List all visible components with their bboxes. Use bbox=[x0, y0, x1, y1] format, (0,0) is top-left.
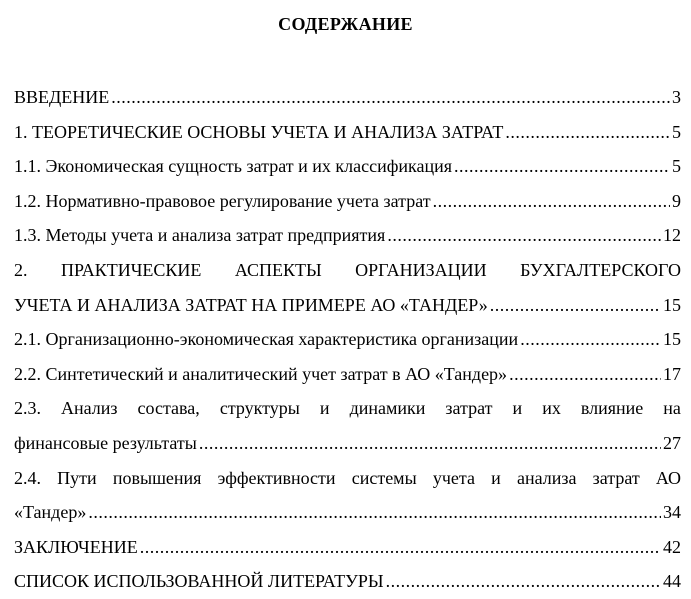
dot-leader bbox=[454, 149, 670, 184]
toc-entry-label: ВВЕДЕНИЕ bbox=[14, 87, 110, 107]
toc-entry-label: 1.3. Методы учета и анализа затрат предприятия bbox=[14, 225, 386, 246]
toc-line bbox=[14, 115, 681, 150]
toc-word: затрат bbox=[445, 398, 493, 419]
toc-word: 2. bbox=[14, 259, 28, 280]
toc-word: АО bbox=[655, 467, 681, 488]
toc-entry-label: 1.1. Экономическая сущность затрат и их классификация bbox=[14, 156, 453, 177]
toc-line bbox=[14, 426, 681, 461]
toc-line bbox=[14, 322, 681, 357]
toc-line bbox=[14, 149, 681, 184]
toc-entry-label: 1.2. Нормативно-правовое регулирование учета затрат bbox=[14, 190, 431, 211]
toc-word: 2.4. bbox=[14, 467, 41, 488]
toc-word: затрат bbox=[592, 467, 640, 488]
toc-word: и bbox=[491, 467, 501, 488]
toc-entry-label: УЧЕТА И АНАЛИЗА ЗАТРАТ НА ПРИМЕРЕ АО «ТАНДЕР» bbox=[14, 294, 488, 315]
toc-word: Анализ bbox=[61, 398, 118, 419]
toc-word: на bbox=[663, 398, 681, 419]
toc-entry-chapter-1 bbox=[14, 115, 681, 150]
toc-word: и bbox=[319, 398, 330, 419]
toc-line bbox=[14, 218, 681, 253]
toc-page-number: 34 bbox=[663, 502, 681, 523]
toc-word: влияние bbox=[580, 398, 644, 419]
toc-word: анализа bbox=[516, 467, 577, 488]
dot-leader bbox=[140, 530, 661, 565]
dot-leader bbox=[505, 115, 670, 150]
toc-word: Пути bbox=[57, 467, 97, 488]
toc-entry-section-2-3 bbox=[14, 391, 681, 460]
toc-word: и bbox=[512, 398, 523, 419]
toc-entry-label: 1. ТЕОРЕТИЧЕСКИЕ ОСНОВЫ УЧЕТА И АНАЛИЗА ЗАТРАТ bbox=[14, 121, 504, 142]
toc-page-number: 3 bbox=[672, 87, 681, 107]
toc-entry-label: финансовые результаты bbox=[14, 432, 197, 453]
toc-entry-conclusion bbox=[14, 530, 681, 565]
dot-leader bbox=[433, 184, 670, 219]
toc-word: структуры bbox=[219, 398, 300, 419]
toc-entry-label: «Тандер» bbox=[14, 502, 87, 523]
toc-word: эффективности bbox=[217, 467, 336, 488]
toc-line bbox=[14, 530, 681, 565]
toc-entry-label: СПИСОК ИСПОЛЬЗОВАННОЙ ЛИТЕРАТУРЫ bbox=[14, 571, 384, 592]
toc-word: учета bbox=[432, 467, 475, 488]
toc-word: БУХГАЛТЕРСКОГО bbox=[520, 259, 681, 280]
toc-page-number: 15 bbox=[663, 294, 681, 315]
dot-leader bbox=[520, 322, 661, 357]
toc-word: ОРГАНИЗАЦИИ bbox=[355, 259, 487, 280]
toc-word: их bbox=[542, 398, 561, 419]
toc-word: АСПЕКТЫ bbox=[234, 259, 322, 280]
toc-page-number: 12 bbox=[663, 225, 681, 246]
dot-leader bbox=[490, 288, 661, 323]
dot-leader bbox=[88, 495, 661, 530]
toc-page-number: 44 bbox=[663, 571, 681, 592]
dot-leader bbox=[509, 357, 661, 392]
toc-justified-line bbox=[14, 391, 681, 426]
toc-entry-section-2-2 bbox=[14, 357, 681, 392]
page-title: СОДЕРЖАНИЕ bbox=[278, 14, 413, 34]
toc-entry-section-2-4 bbox=[14, 461, 681, 530]
toc-justified-line bbox=[14, 253, 681, 288]
toc-page-number: 17 bbox=[663, 363, 681, 384]
dot-leader bbox=[199, 426, 661, 461]
toc-entry-section-1-1 bbox=[14, 149, 681, 184]
table-of-contents bbox=[14, 80, 681, 599]
toc-word: повышения bbox=[112, 467, 202, 488]
toc-entry-section-1-3 bbox=[14, 218, 681, 253]
toc-page-number: 15 bbox=[663, 329, 681, 350]
toc-page-number: 27 bbox=[663, 432, 681, 453]
toc-entry-section-1-2 bbox=[14, 184, 681, 219]
toc-word: динамики bbox=[349, 398, 426, 419]
toc-word: 2.3. bbox=[14, 398, 41, 419]
toc-entry-label: 2.1. Организационно-экономическая характеристика организации bbox=[14, 329, 519, 350]
toc-word: состава, bbox=[137, 398, 200, 419]
dot-leader bbox=[111, 80, 670, 115]
toc-entry-label: 2.2. Синтетический и аналитический учет затрат в АО «Тандер» bbox=[14, 363, 508, 384]
toc-line bbox=[14, 495, 681, 530]
toc-word: ПРАКТИЧЕСКИЕ bbox=[60, 259, 202, 280]
toc-page-number: 9 bbox=[672, 190, 681, 211]
dot-leader bbox=[387, 218, 661, 253]
toc-page-number: 5 bbox=[672, 156, 681, 177]
toc-word: системы bbox=[351, 467, 417, 488]
toc-line bbox=[14, 80, 681, 115]
toc-entry-label: ЗАКЛЮЧЕНИЕ bbox=[14, 536, 138, 557]
toc-justified-line bbox=[14, 461, 681, 496]
toc-page-number: 5 bbox=[672, 121, 681, 142]
toc-entry-chapter-2 bbox=[14, 253, 681, 322]
toc-line bbox=[14, 184, 681, 219]
toc-page-number: 42 bbox=[663, 536, 681, 557]
toc-entry-section-2-1 bbox=[14, 322, 681, 357]
toc-entry-introduction bbox=[14, 80, 681, 115]
toc-line bbox=[14, 357, 681, 392]
toc-line bbox=[14, 288, 681, 323]
